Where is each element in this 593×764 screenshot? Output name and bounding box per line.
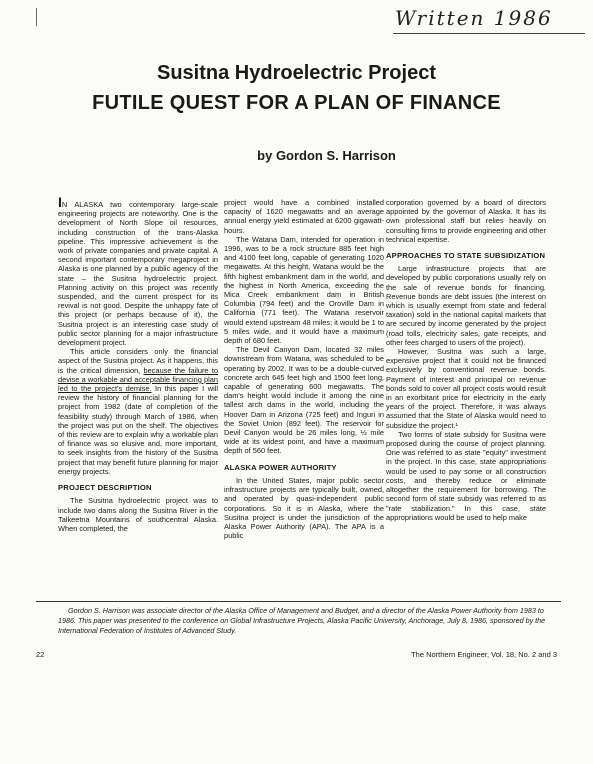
paragraph: Two forms of state subsidy for Susitna were proposed during the course of project planning. One was referred to as state "equity" investment in the project. In this case, state appropriations would be used to pay some or all construction costs, and thereby reduce or eliminate altogether the requirement for borrowing. The second form of state subsidy was referred to as "rate stabilization." In this case, state appropriations would be used to help make bbox=[386, 429, 546, 522]
corner-mark bbox=[36, 8, 37, 26]
annotation-underline bbox=[393, 33, 585, 34]
paragraph: Large infrastructure projects that are developed by public corporations usually rely on the sale of revenue bonds for financing. Revenue bonds are debt issues (the interest on which is usually exempt from state and federal taxation) sold in the national capital markets that are secured by income generated by the project (road tolls, electricity sales, gate receipts, and other fees charged to users of the project). bbox=[386, 264, 546, 347]
paragraph-text: In this paper I will review the history of financial planning for the project from 1982 (date of completion of the feasibility study) through March of 1986, when the project was put on the shelf. The objectives of this review are to explain why a workable plan of finance was so elusive and, more important, to seek insights from the history of the Susitna project that may benefit future planning for major energy projects. bbox=[58, 384, 218, 476]
byline: by Gordon S. Harrison bbox=[257, 148, 396, 163]
handwritten-annotation: Written 1986 bbox=[395, 6, 553, 30]
author-footnote: Gordon S. Harrison was associate director of the Alaska Office of Management and Budget, and a director of the Alaska Power Authority from 1983 to 1986. This paper was presented to the conference on Global Infrastructure Projects, Alaska Pacific University, Anchorage, July 8, 1986, sponsored by the International Federation of Institutes of Advanced Study. bbox=[58, 606, 546, 635]
paragraph: The Watana Dam, intended for operation in 1996, was to be a rock structure 885 feet high and 4100 feet long, capable of generating 1020 megawatts. At this height, Watana would be the fifth highest embankment dam in the world, and the highest in North America, exceeding the Mica Creek embankment dam in British Columbia (794 feet) and the Oroville Dam in California (771 feet). The Watana reservoir would extend upstream 48 miles; it would be 1 to 5 miles wide, and it would have a maximum depth of 680 feet. bbox=[224, 234, 384, 346]
footnote-rule bbox=[36, 601, 561, 602]
column-1 bbox=[58, 194, 218, 533]
section-heading: PROJECT DESCRIPTION bbox=[58, 483, 152, 493]
paragraph: The Susitna hydroelectric project was to include two dams along the Susitna River in the Talkeetna Mountains of southcentral Alaska. When completed, the bbox=[58, 496, 218, 533]
section-heading: APPROACHES TO STATE SUBSIDIZATION bbox=[386, 251, 546, 261]
paragraph: project would have a combined installed capacity of 1620 megawatts and an average annual energy yield estimated at 6200 gigawatt-hours. bbox=[224, 198, 384, 235]
article-subtitle: FUTILE QUEST FOR A PLAN OF FINANCE bbox=[92, 92, 501, 114]
underlined-text: because the failure to devise a workable and acceptable financing plan led to the project's demise. bbox=[58, 365, 218, 394]
column-2 bbox=[224, 198, 384, 540]
drop-cap: I bbox=[58, 194, 62, 210]
paragraph: In the United States, major public sector infrastructure projects are typically built, owned, and operated by quasi-independent public corporations. So it is in Alaska, where the Susitna project is under the jurisdiction of the Alaska Power Authority (APA). The APA is a public bbox=[224, 475, 384, 541]
paragraph: However, Susitna was such a large, expensive project that it could not be financed exclusively by conventional revenue bonds. Payment of interest and principal on revenue bonds sold to cover all project costs would result in an exorbitant price for electricity in the early years of the project. Therefore, it was always assumed that the State of Alaska would need to subsidize the project.¹ bbox=[386, 347, 546, 430]
paragraph: The Devil Canyon Dam, located 32 miles downstream from Watana, was scheduled to be operating by 2002. It was to be a double-curved concrete arch 645 feet high and 1500 feet long, capable of generating 600 megawatts. The dam's height would include it among the nine tallest arch dams in the world, including the Hoover Dam in Arizona (725 feet) and Inguri in the Soviet Union (892 feet). The reservoir for Devil Canyon would be 26 miles long, ½ mile wide at its widest point, and have a maximum depth of 560 feet. bbox=[224, 345, 384, 456]
section-heading: ALASKA POWER AUTHORITY bbox=[224, 462, 337, 472]
column-3 bbox=[386, 198, 546, 522]
page-number: 22 bbox=[36, 650, 45, 659]
paragraph-text: N ALASKA two contemporary large-scale engineering projects are noteworthy. One is the development of North Slope oil resources, including construction of the trans-Alaska pipeline. This impressive achievement is the work of private companies and private capital. A second important contemporary megaproject in Alaska is one planned by a public agency of the state – the Susitna hydroelectric project. Planning activity on this project was recently suspended, and the current prospect for its revival is not good. Despite the unhappy fate of this project (or perhaps because of it), the Susitna project is an interesting case study of public sector planning for a major infrastructure development project. bbox=[58, 200, 218, 348]
paragraph-text: This article considers only the financial aspect of the Susitna project. As it happens, this is the critical dimension, bbox=[58, 347, 218, 375]
journal-citation: The Northern Engineer, Vol. 18, No. 2 and 3 bbox=[411, 650, 557, 659]
paragraph bbox=[58, 194, 218, 348]
paragraph: corporation governed by a board of directors appointed by the governor of Alaska. It has its own professional staff but relies heavily on consulting firms to provide engineering and other technical expertise. bbox=[386, 198, 546, 244]
article-title: Susitna Hydroelectric Project bbox=[157, 62, 436, 84]
paragraph bbox=[58, 347, 218, 476]
